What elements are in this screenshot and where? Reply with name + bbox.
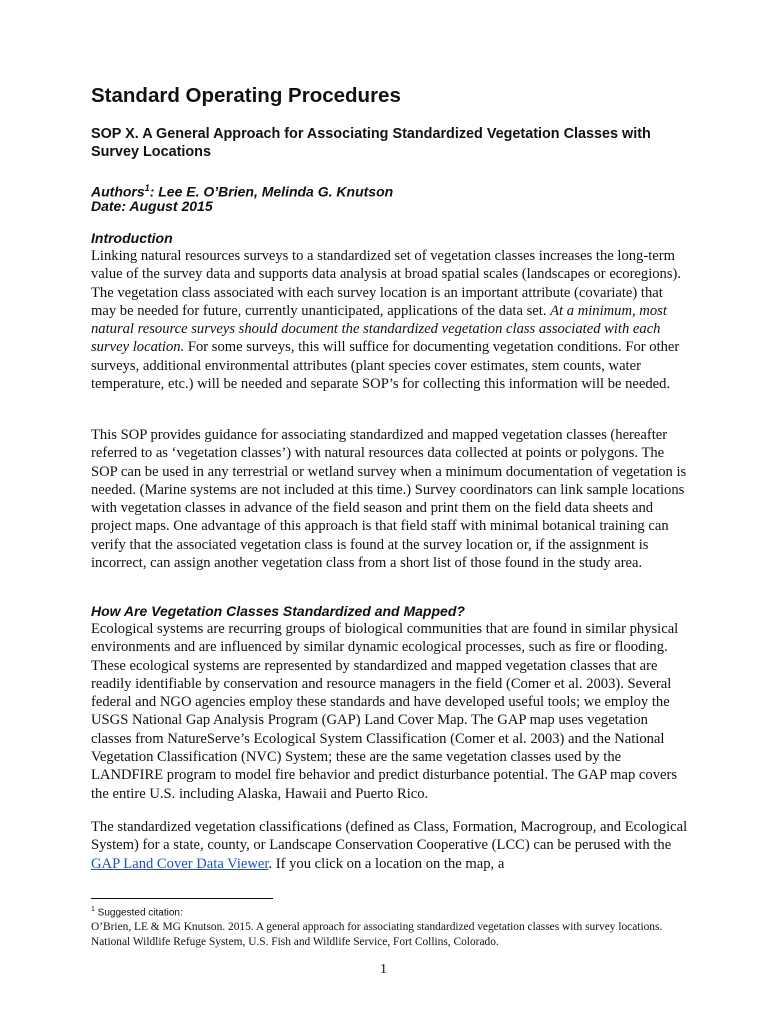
veg-p2-start: The standardized vegetation classifications (defined as Class, Formation, Macrogroup, and Ecological System) for a state, county, or Landscape Conservation Cooperative (LCC) can be perused with the <box>91 819 688 854</box>
vegetation-classes-heading: How Are Vegetation Classes Standardized and Mapped? <box>91 603 465 619</box>
page-title: Standard Operating Procedures <box>91 84 401 107</box>
authors-footnote-marker[interactable]: 1 <box>144 183 150 193</box>
gap-land-cover-viewer-link[interactable]: GAP Land Cover Data Viewer <box>91 855 269 872</box>
footnote-divider <box>91 898 273 899</box>
footnote-marker: 1 <box>91 906 95 913</box>
introduction-paragraph-1 <box>91 247 691 393</box>
footnote-citation: O’Brien, LE & MG Knutson. 2015. A general approach for associating standardized vegetation classes with survey locations. National Wildlife Refuge System, U.S. Fish and Wildlife Service, Fort Collins, Colorado. <box>91 921 663 948</box>
authors-label: Authors <box>91 183 145 200</box>
sop-subtitle: SOP X. A General Approach for Associating Standardized Vegetation Classes with Survey Locations <box>91 126 651 160</box>
authors-names: Lee E. O’Brien, Melinda G. Knutson <box>158 183 394 200</box>
footnote-label <box>91 906 183 918</box>
footnote-label-text: Suggested citation: <box>94 907 183 919</box>
intro-p1-end: For some surveys, this will suffice for documenting vegetation conditions. For other surveys, additional environmental attributes (plant species cover estimates, stem counts, water temperature, etc.) will be needed and separate SOP’s for collecting this information will be needed. <box>91 339 680 393</box>
date-line: Date: August 2015 <box>91 198 213 214</box>
intro-p1-emphasis: At a minimum, most natural resource surveys should document the standardized vegetation class associated with each survey location. <box>91 302 667 356</box>
introduction-paragraph-2: This SOP provides guidance for associating standardized and mapped vegetation classes (hereafter referred to as ‘vegetation classes’) with natural resources data collected at points or polygons. The SOP can be used in any terrestrial or wetland survey when a minimum documentation of vegetation is needed. (Marine systems are not included at this time.) Survey coordinators can link sample locations with vegetation classes in advance of the field season and print them on the field data sheets and project maps. One advantage of this approach is that field staff with minimal botanical training can verify that the associated vegetation class is found at the survey location or, if the assignment is incorrect, can assign another vegetation class from a short list of those found in the study area. <box>91 427 687 572</box>
page-number: 1 <box>380 962 387 977</box>
vegetation-paragraph-1: Ecological systems are recurring groups of biological communities that are found in similar physical environments and are influenced by similar dynamic ecological processes, such as fire or flooding. These ecological systems are represented by standardized and mapped vegetation classes that are readily identifiable by conservation and resource managers in the field (Comer et al. 2003). Several federal and NGO agencies employ these standards and have developed useful tools; we employ the USGS National Gap Analysis Program (GAP) Land Cover Map. The GAP map uses vegetation classes from NatureServe’s Ecological System Classification (Comer et al. 2003) and the National Vegetation Classification (NVC) System; these are the same vegetation classes used by the LANDFIRE program to model fire behavior and predict disturbance potential. The GAP map covers the entire U.S. including Alaska, Hawaii and Puerto Rico. <box>91 621 679 802</box>
authors-separator: : <box>149 183 159 200</box>
veg-p2-end: . If you click on a location on the map, a <box>268 855 505 872</box>
vegetation-paragraph-2 <box>91 818 691 873</box>
intro-p1-start: Linking natural resources surveys to a standardized set of vegetation classes increases the long-term value of the survey data and supports data analysis at broad spatial scales (landscapes or ecoregions). The vegetation class associated with each survey location is an important attribute (covariate) that may be needed for future, currently unanticipated, applications of the data set. <box>91 248 682 319</box>
introduction-heading: Introduction <box>91 230 173 246</box>
